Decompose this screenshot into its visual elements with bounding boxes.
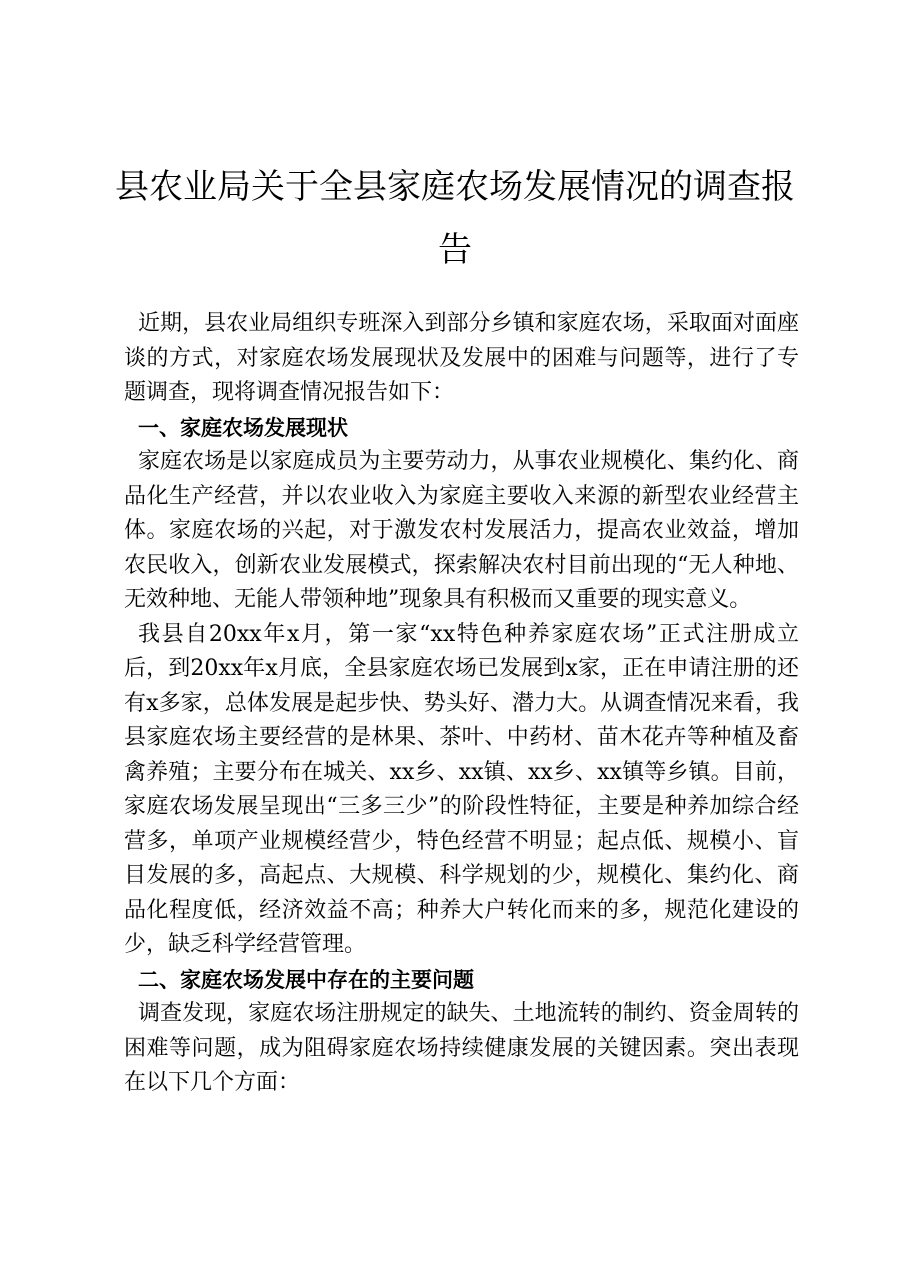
intro-paragraph: 近期，县农业局组织专班深入到部分乡镇和家庭农场，采取面对面座谈的方式，对家庭农场发展现状及发展中的困难与问题等，进行了专题调查，现将调查情况报告如下： [124,311,799,405]
section1-paragraph-1: 家庭农场是以家庭成员为主要劳动力，从事农业规模化、集约化、商品化生产经营，并以农业收入为家庭主要收入来源的新型农业经营主体。家庭农场的兴起，对于激发农村发展活力，提高农业效益，增加农民收入，创新农业发展模式，探索解决农村目前出现的“无人种地、无效种地、无能人带领种地”现象具有积极而又重要的现实意义。 [124,449,799,612]
section-heading-problems: 二、家庭农场发展中存在的主要问题 [138,967,474,992]
section2-paragraph-1: 调查发现，家庭农场注册规定的缺失、土地流转的制约、资金周转的困难等问题，成为阻碍家庭农场持续健康发展的关键因素。突出表现在以下几个方面： [124,1001,799,1095]
document-title: 县农业局关于全县家庭农场发展情况的调查报告 [115,167,795,270]
section1-paragraph-2: 我县自20xx年x月，第一家“xx特色种养家庭农场”正式注册成立后，到20xx年x月底，全县家庭农场已发展到x家，正在申请注册的还有x多家，总体发展是起步快、势头好、潜力大。从调查情况来看，我县家庭农场主要经营的是林果、茶叶、中药材、苗木花卉等种植及畜禽养殖；主要分布在城关、xx乡、xx镇、xx乡、xx镇等乡镇。目前，家庭农场发展呈现出“三多三少”的阶段性特征，主要是种养加综合经营多，单项产业规模经营少，特色经营不明显；起点低、规模小、盲目发展的多，高起点、大规模、科学规划的少，规模化、集约化、商品化程度低，经济效益不高；种养大户转化而来的多，规范化建设的少，缺乏科学经营管理。 [124,621,799,957]
document-body [124,307,799,1101]
section-heading-status: 一、家庭农场发展现状 [138,415,348,440]
